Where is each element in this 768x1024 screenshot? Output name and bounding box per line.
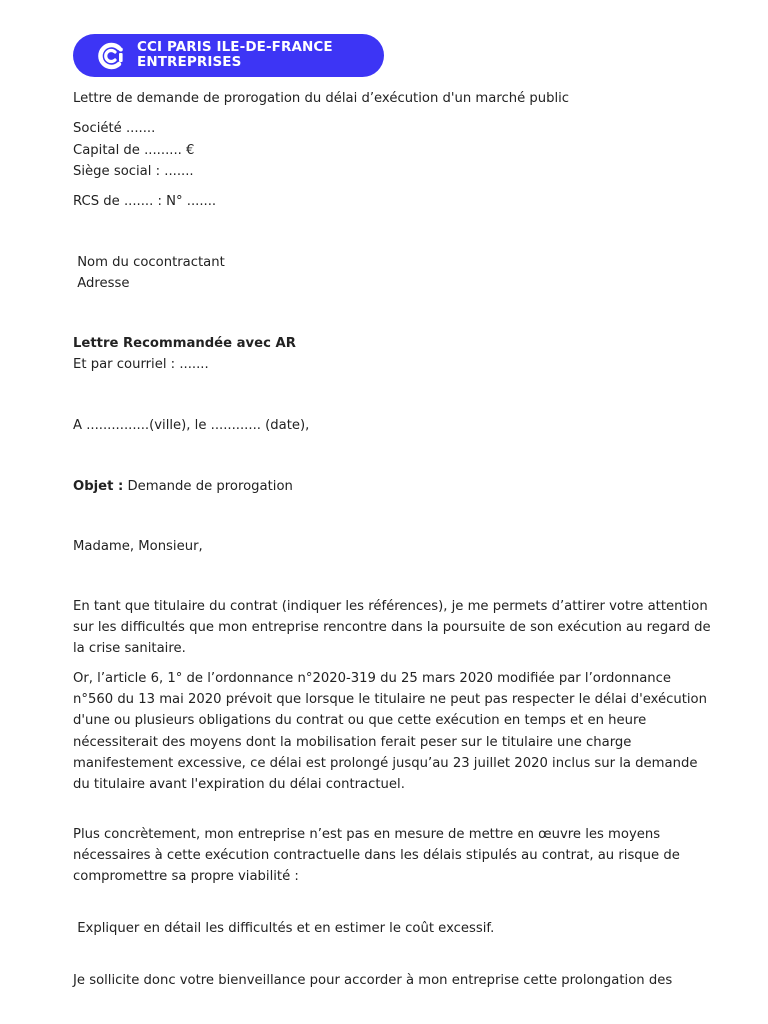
subject-label: Objet : <box>73 479 124 494</box>
company-capital: Capital de ......... € <box>73 143 195 158</box>
paragraph-line: En tant que titulaire du contrat (indiquer les références), je me permets d’attirer votre attention <box>73 599 708 614</box>
subject-text: Demande de prorogation <box>123 479 293 494</box>
paragraph-line: la crise sanitaire. <box>73 641 186 657</box>
paragraph-line: nécessaires à cette exécution contractuelle dans les délais stipulés au contrat, au risque de <box>73 848 680 864</box>
company-name: Société ....... <box>73 121 156 136</box>
company-rcs: RCS de ....... : N° ....... <box>73 194 217 209</box>
paragraph-line: Or, l’article 6, 1° de l’ordonnance n°2020-319 du 25 mars 2020 modifiée par l’ordonnance <box>73 671 671 686</box>
paragraph-3 <box>73 824 733 888</box>
paragraph-2 <box>73 668 733 795</box>
registered-mail: Lettre Recommandée avec AR <box>73 336 296 351</box>
recipient-name: Nom du cocontractant <box>73 255 225 270</box>
logo-text <box>137 40 333 70</box>
paragraph-line: manifestement excessive, ce délai est prolongé jusqu’au 23 juillet 2020 inclus sur la demande <box>73 755 698 771</box>
paragraph-line: n°560 du 13 mai 2020 prévoit que lorsque le titulaire ne peut pas respecter le délai d'exécution <box>73 692 707 708</box>
closing-line: Je sollicite donc votre bienveillance pour accorder à mon entreprise cette prolongation des <box>73 973 673 988</box>
recipient-address: Adresse <box>73 276 130 291</box>
email-line: Et par courriel : ....... <box>73 357 209 372</box>
paragraph-line: nécessiterait des moyens dont la mobilisation ferait peser sur le titulaire une charge <box>73 734 632 750</box>
logo-line-2: ENTREPRISES <box>137 54 242 70</box>
paragraph-line: du titulaire avant l'expiration du délai contractuel. <box>73 777 405 793</box>
logo-line-1: CCI PARIS ILE-DE-FRANCE <box>137 39 333 55</box>
paragraph-line: compromettre sa propre viabilité : <box>73 869 299 885</box>
paragraph-1 <box>73 596 733 660</box>
company-address: Siège social : ....... <box>73 164 194 179</box>
cci-logo <box>73 34 384 77</box>
explain-line: Expliquer en détail les difficultés et en estimer le coût excessif. <box>73 921 495 936</box>
paragraph-line: sur les difficultés que mon entreprise rencontre dans la poursuite de son exécution au regard de <box>73 620 711 636</box>
salutation: Madame, Monsieur, <box>73 539 203 554</box>
document-title: Lettre de demande de prorogation du délai d’exécution d'un marché public <box>73 91 570 106</box>
cci-logo-icon <box>97 41 127 71</box>
paragraph-line: d'une ou plusieurs obligations du contrat ou que cette exécution en temps et en heure <box>73 713 647 729</box>
subject-line <box>73 476 293 497</box>
place-date: A ...............(ville), le ............ (date), <box>73 418 310 433</box>
paragraph-line: Plus concrètement, mon entreprise n’est pas en mesure de mettre en œuvre les moyens <box>73 827 661 842</box>
